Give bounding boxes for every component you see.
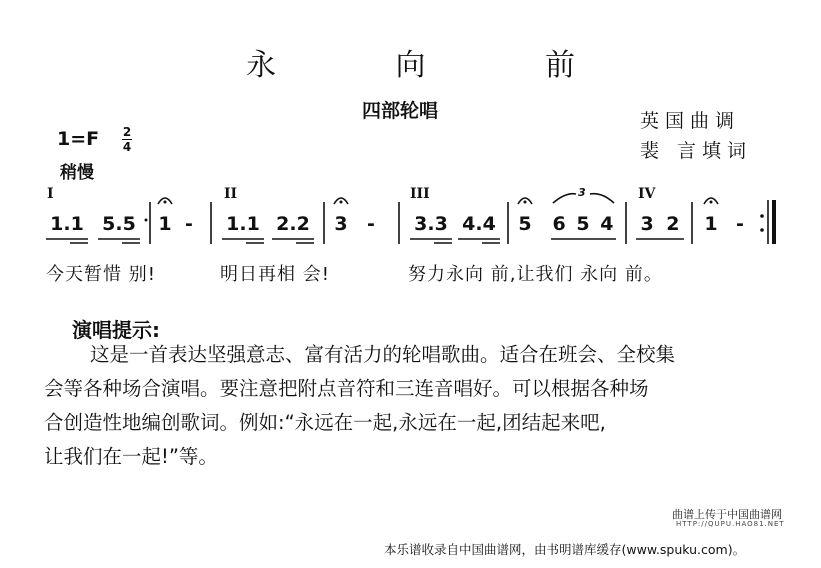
lyrics-phrase-2: 明日再相 会!	[220, 264, 330, 285]
tips-line-1: 这是一首表达坚强意志、富有活力的轮唱歌曲。适合在班会、全校集	[90, 343, 676, 366]
note-dash: -	[185, 213, 193, 235]
note-dash: -	[367, 213, 375, 235]
fermata-dot	[524, 201, 527, 204]
note-group: 1	[704, 213, 718, 235]
note-dash: -	[736, 213, 744, 235]
section-marker-4: IV	[638, 186, 656, 202]
repeat-dot	[760, 214, 764, 218]
section-marker-3: III	[410, 186, 430, 202]
subtitle: 四部轮唱	[362, 100, 439, 122]
credit-lyricist: 裴 言填词	[640, 140, 753, 162]
tips-line-2: 会等各种场合演唱。要注意把附点音符和三连音唱好。可以根据各种场	[44, 377, 649, 400]
tips-line-3: 合创造性地编创歌词。例如:“永远在一起,永远在一起,团结起来吧,	[44, 411, 606, 434]
tips-line-4: 让我们在一起!”等。	[44, 445, 218, 468]
note-group: 2.2	[276, 213, 310, 235]
tempo-marking: 稍慢	[60, 163, 94, 183]
final-thick-barline	[772, 200, 776, 244]
augmentation-dot	[145, 219, 148, 222]
fermata-dot	[340, 201, 343, 204]
note-group: 1.1	[226, 213, 260, 235]
page-title: 永 向 前	[245, 48, 631, 83]
section-marker-2: II	[224, 186, 238, 202]
source-url[interactable]: HTTP://QUPU.HAO81.NET	[676, 520, 785, 528]
triplet-slur	[553, 194, 614, 203]
key-signature: 1=F	[57, 128, 100, 150]
archive-note: 本乐谱收录自中国曲谱网，由书明谱库缓存(www.spuku.com)。	[384, 542, 746, 557]
note-group: 1.1	[50, 213, 84, 235]
triplet-number: 3	[578, 186, 586, 199]
time-signature-top: 2	[122, 125, 132, 139]
repeat-dot	[760, 228, 764, 232]
lyrics-phrase-3: 努力永向 前,让我们 永向 前。	[408, 264, 663, 285]
upload-source: 曲谱上传于中国曲谱网	[672, 508, 782, 521]
fermata-dot	[710, 201, 713, 204]
note-group: 4.4	[462, 213, 496, 235]
lyrics-phrase-1: 今天暂惜 别!	[46, 264, 156, 285]
credit-tune: 英国曲调	[640, 110, 741, 132]
note-group: 5.5	[102, 213, 136, 235]
note-triplet: 6 5 4	[552, 213, 614, 235]
note-group: 1	[158, 213, 172, 235]
time-signature-bottom: 4	[122, 140, 132, 154]
note-group: 3	[334, 213, 348, 235]
section-marker-1: I	[47, 186, 54, 202]
tips-heading: 演唱提示:	[72, 318, 160, 342]
note-group: 3.3	[414, 213, 448, 235]
note-group: 5	[518, 213, 532, 235]
note-group: 3 2	[640, 213, 680, 235]
fermata-dot	[164, 201, 167, 204]
